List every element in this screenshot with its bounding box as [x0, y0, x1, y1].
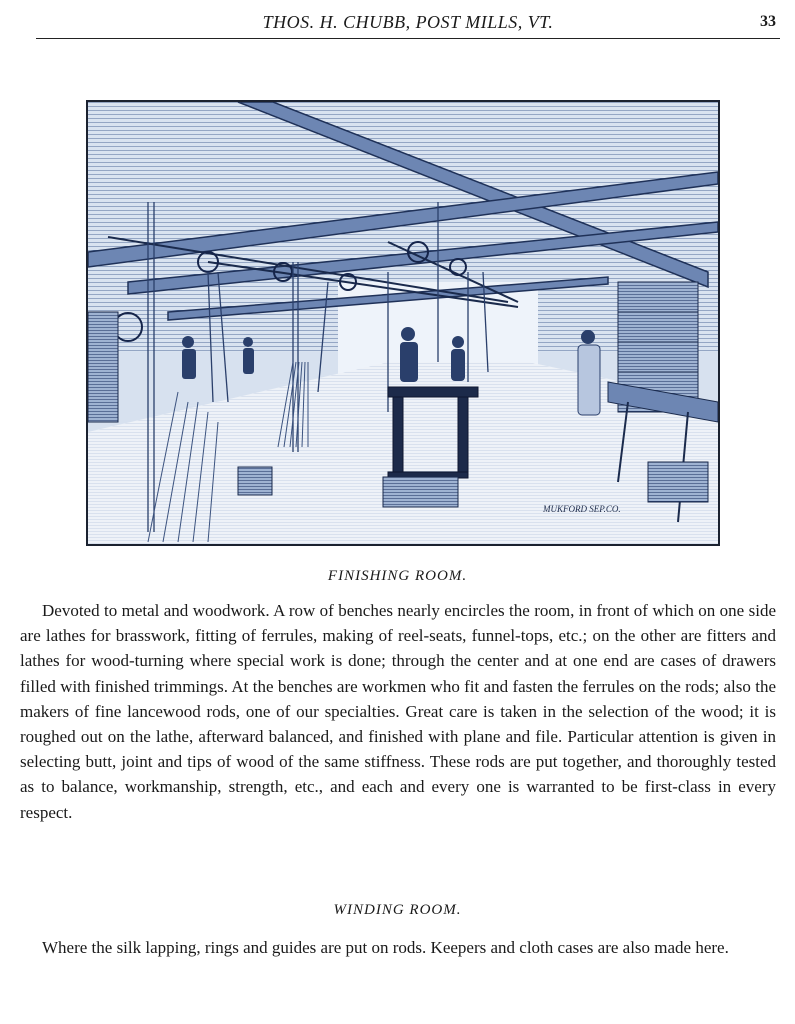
finishing-room-caption: FINISHING ROOM.: [327, 568, 468, 584]
winding-room-caption: WINDING ROOM.: [333, 902, 462, 918]
header-title: THOS. H. CHUBB, POST MILLS, VT.: [262, 12, 554, 32]
winding-room-paragraph: Where the silk lapping, rings and guides are put on rods. Keepers and cloth cases are also made here.: [42, 938, 729, 957]
page-number: 33: [760, 13, 776, 30]
engraver-signature: MUKFORD SEP.CO.: [543, 504, 621, 514]
running-header: [36, 8, 780, 39]
finishing-room-engraving: [86, 100, 720, 546]
finishing-room-paragraph: Devoted to metal and woodwork. A row of benches nearly encircles the room, in front of which on one side are lathes for brasswork, fitting of ferrules, making of reel-seats, funnel-tops, etc.; on the other are fitters and lathes for wood-turning where special work is done; through the center and at one end are cases of drawers filled with finished trimmings. At the benches are workmen who fit and fasten the ferrules on the rods; also the makers of fine lancewood rods, one of our specialties. Great care is taken in the selection of the wood; it is roughed out on the lathe, afterward balanced, and finished with plane and file. Particular attention is given in selecting butt, joint and tips of wood of the same stiffness. These rods are put together, and thoroughly tested as to balance, workmanship, strength, etc., and each and every one is warranted to be first-class in every respect.: [20, 601, 776, 822]
